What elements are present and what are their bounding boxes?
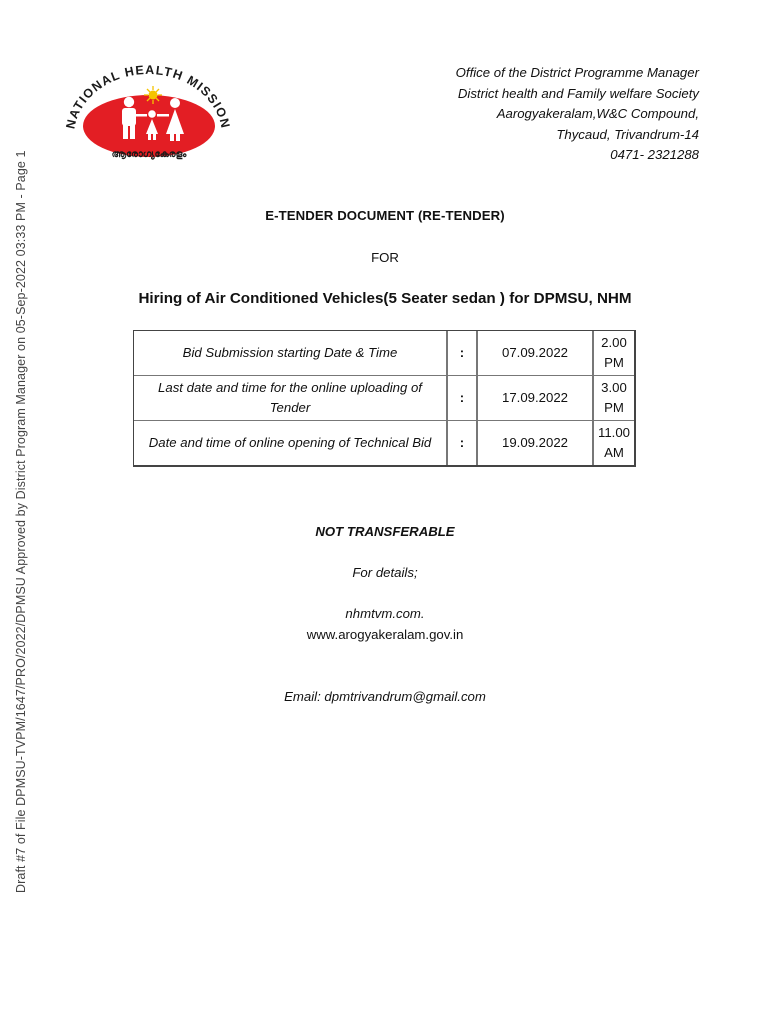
schedule-time: 2.00 PM <box>593 331 634 376</box>
document-title: E-TENDER DOCUMENT (RE-TENDER) <box>265 208 505 223</box>
schedule-separator: : <box>447 421 477 465</box>
table-row <box>134 421 634 465</box>
bid-schedule-table <box>133 330 636 467</box>
schedule-separator: : <box>447 376 477 421</box>
schedule-date: 07.09.2022 <box>477 331 593 376</box>
schedule-separator: : <box>447 331 477 376</box>
schedule-label: Last date and time for the online uploading of Tender <box>134 376 447 421</box>
schedule-date: 17.09.2022 <box>477 376 593 421</box>
office-address <box>456 63 699 166</box>
address-line-4: Thycaud, Trivandrum-14 <box>556 126 699 142</box>
schedule-time: 11.00 AM <box>593 421 634 465</box>
approval-watermark: Draft #7 of File DPMSU-TVPM/1647/PRO/2022/DPMSU Approved by District Program Manager on 05-Sep-2022 03:33 PM - Page 1 <box>14 150 28 893</box>
for-label: FOR <box>371 250 399 265</box>
schedule-time: 3.00 PM <box>593 376 634 421</box>
contact-email[interactable]: Email: dpmtrivandrum@gmail.com <box>284 689 486 704</box>
address-phone: 0471- 2321288 <box>610 147 699 162</box>
tender-subject: Hiring of Air Conditioned Vehicles(5 Seater sedan ) for DPMSU, NHM <box>138 290 632 307</box>
national-health-mission-logo <box>62 58 234 166</box>
table-row <box>134 331 634 376</box>
website-link-arogyakeralam[interactable]: www.arogyakeralam.gov.in <box>306 627 464 642</box>
schedule-date: 19.09.2022 <box>477 421 593 465</box>
logo-arc-text: NATIONAL HEALTH MISSION <box>63 62 233 131</box>
logo-malayalam-text: ആരോഗ്യകേരളം <box>111 149 187 160</box>
address-line-3: Aarogyakeralam,W&C Compound, <box>496 106 699 121</box>
details-label: For details; <box>352 565 418 580</box>
website-link-nhmtvm[interactable]: nhmtvm.com. <box>345 606 425 621</box>
not-transferable-notice: NOT TRANSFERABLE <box>315 524 455 539</box>
table-row <box>134 376 634 421</box>
schedule-label: Bid Submission starting Date & Time <box>134 331 447 376</box>
logo-red-ellipse <box>83 95 215 157</box>
address-line-1: Office of the District Programme Manager <box>455 65 699 80</box>
schedule-label: Date and time of online opening of Technical Bid <box>134 421 447 465</box>
address-line-2: District health and Family welfare Society <box>457 85 699 101</box>
